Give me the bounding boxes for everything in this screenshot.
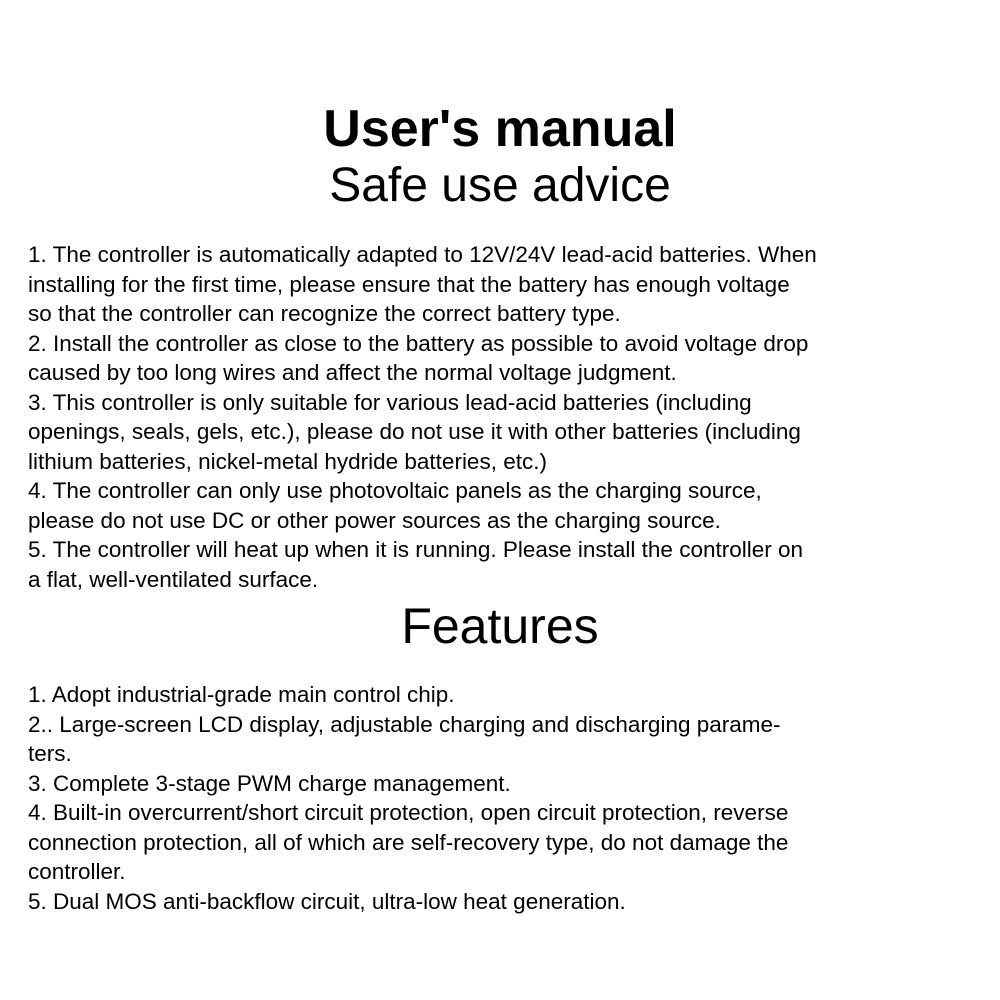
features-heading: Features [401,598,599,654]
safe-use-item-5: 5. The controller will heat up when it is running. Please install the controller on a flat, well-ventilated surface. [28,537,804,592]
safe-use-list [28,240,988,594]
feature-item-2: 2.. Large-screen LCD display, adjustable charging and discharging parame- ters. [28,711,781,766]
safe-use-heading: Safe use advice [329,159,671,212]
feature-item-4: 4. Built-in overcurrent/short circuit protection, open circuit protection, reverse connection protection, all of which are self-recovery type, do not damage the controller. [28,800,789,884]
safe-use-item-4: 4. The controller can only use photovoltaic panels as the charging source, please do not use DC or other power sources as the charging source. [28,478,762,533]
safe-use-item-3: 3. This controller is only suitable for various lead-acid batteries (including openings, seals, gels, etc.), please do not use it with other batteries (including lithium batteries, nickel-metal hydride batteries, etc.) [28,389,801,474]
safe-use-item-1: 1. The controller is automatically adapted to 12V/24V lead-acid batteries. When installing for the first time, please ensure that the battery has enough voltage so that the controller can recognize the correct battery type. [28,242,817,326]
feature-item-3: 3. Complete 3-stage PWM charge management. [28,770,511,796]
features-list [28,680,988,916]
safe-use-item-2: 2. Install the controller as close to the battery as possible to avoid voltage drop caused by too long wires and affect the normal voltage judgment. [28,330,809,385]
feature-item-1: 1. Adopt industrial-grade main control chip. [28,682,455,707]
manual-title: User's manual [323,100,677,158]
feature-item-5: 5. Dual MOS anti-backflow circuit, ultra-low heat generation. [28,888,626,914]
